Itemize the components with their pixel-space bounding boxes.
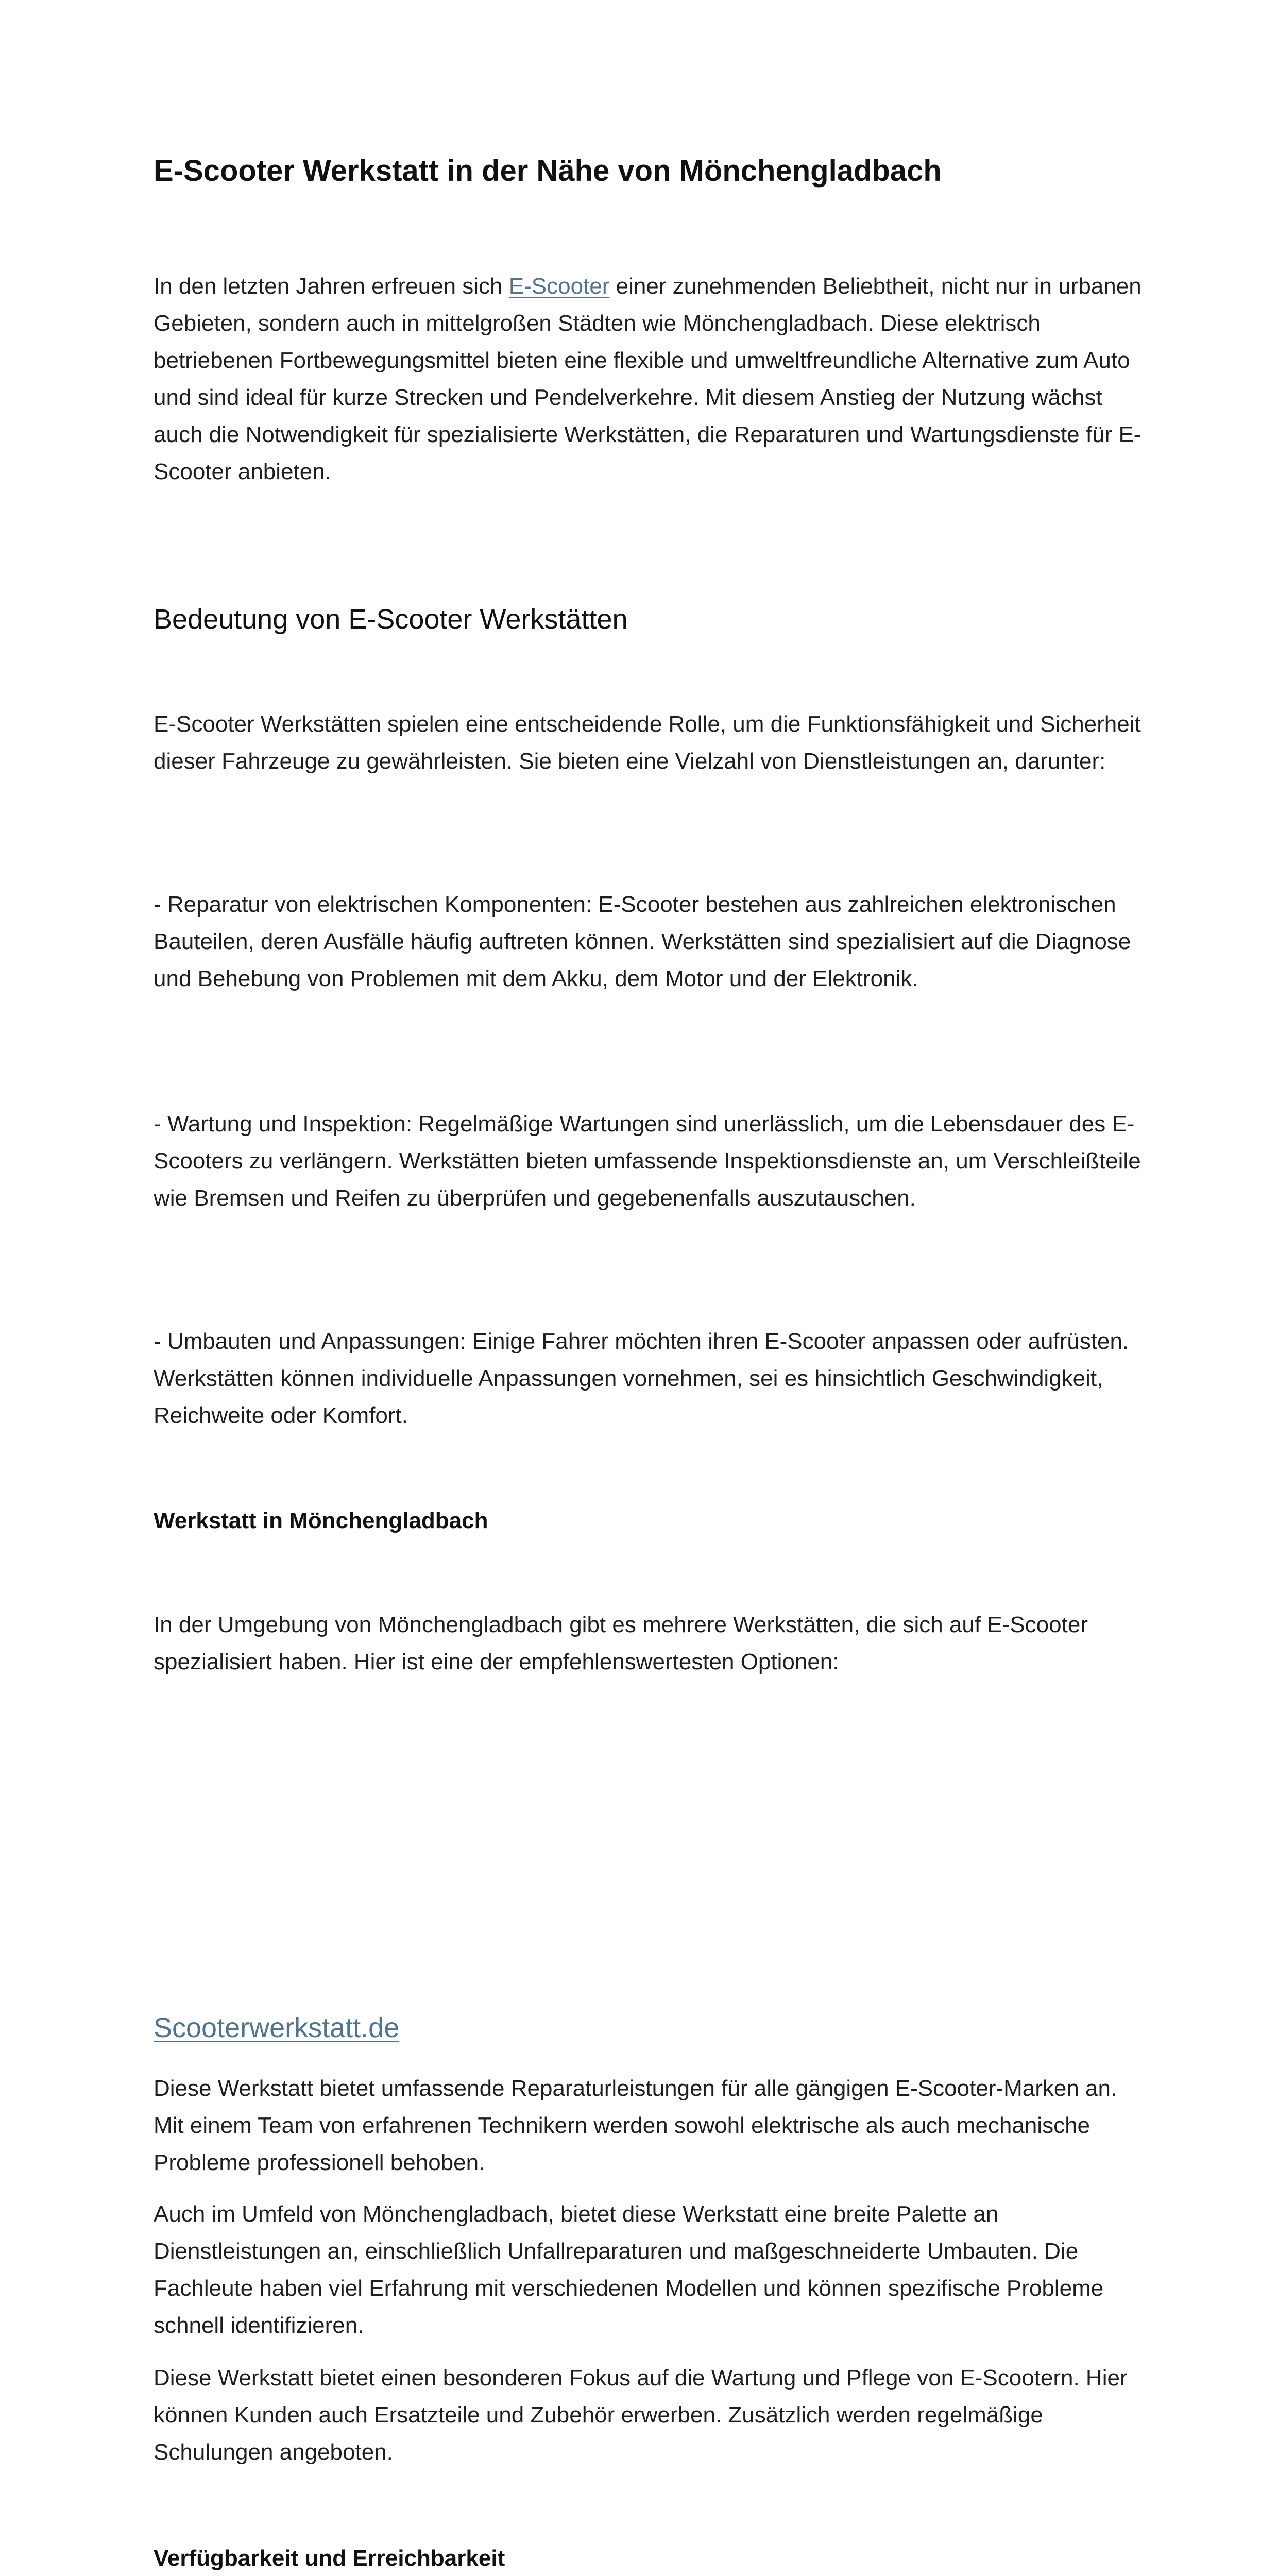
importance-heading: Bedeutung von E-Scooter Werkstätten: [154, 604, 628, 635]
workshop-description-2: Auch im Umfeld von Mönchengladbach, bietet diese Werkstatt eine breite Palette an Dienstleistungen an, einschließlich Unfallreparaturen und maßgeschneiderte Umbauten. Die Fachleute haben viel Erfahrung mit verschiedenen Modellen und können spezifische Probleme schnell identifizieren.: [154, 2201, 1104, 2338]
workshop-description-1: Diese Werkstatt bietet umfassende Reparaturleistungen für alle gängigen E-Scooter-Marken an. Mit einem Team von erfahrenen Technikern werden sowohl elektrische als auch mechanische Probleme professionell behoben.: [154, 2076, 1117, 2175]
list-item-maintenance: - Wartung und Inspektion: Regelmäßige Wartungen sind unerlässlich, um die Lebensdauer des E-Scooters zu verlängern. Werkstätten bieten umfassende Inspektionsdienste an, um Verschleißteile wie Bremsen und Reifen zu überprüfen und gegebenenfalls auszutauschen.: [154, 1111, 1141, 1211]
intro-text-after-link: einer zunehmenden Beliebtheit, nicht nur in urbanen Gebieten, sondern auch in mittelgroßen Städten wie Mönchengladbach. Diese elektrisch betriebenen Fortbewegungsmittel bieten eine flexible und umweltfreundliche Alternative zum Auto und sind ideal für kurze Strecken und Pendelverkehre. Mit diesem Anstieg der Nutzung wächst auch die Notwendigkeit für spezialisierte Werkstätten, die Reparaturen und Wartungsdienste für E-Scooter anbieten.: [154, 274, 1141, 484]
workshop-description-3: Diese Werkstatt bietet einen besonderen Fokus auf die Wartung und Pflege von E-Scootern. Hier können Kunden auch Ersatzteile und Zubehör erwerben. Zusätzlich werden regelmäßige Schulungen angeboten.: [154, 2365, 1128, 2465]
workshop-heading: Werkstatt in Mönchengladbach: [154, 1508, 488, 1533]
importance-paragraph: E-Scooter Werkstätten spielen eine entscheidende Rolle, um die Funktionsfähigkeit und Sicherheit dieser Fahrzeuge zu gewährleisten. Sie bieten eine Vielzahl von Dienstleistungen an, darunter:: [154, 711, 1141, 774]
workshop-paragraph: In der Umgebung von Mönchengladbach gibt es mehrere Werkstätten, die sich auf E-Scooter spezialisiert haben. Hier ist eine der empfehlenswertesten Optionen:: [154, 1612, 1088, 1674]
page-title: E-Scooter Werkstatt in der Nähe von Mönchengladbach: [154, 154, 942, 188]
e-scooter-link[interactable]: E-Scooter: [508, 274, 610, 299]
intro-paragraph: [154, 268, 1143, 490]
intro-text-before-link: In den letzten Jahren erfreuen sich: [154, 274, 509, 299]
list-item-customization: - Umbauten und Anpassungen: Einige Fahrer möchten ihren E-Scooter anpassen oder aufrüsten. Werkstätten können individuelle Anpassungen vornehmen, sei es hinsichtlich Geschwindigkeit, Reichweite oder Komfort.: [154, 1329, 1129, 1428]
scooterwerkstatt-link[interactable]: Scooterwerkstatt.de: [154, 2012, 400, 2043]
availability-heading: Verfügbarkeit und Erreichbarkeit: [154, 2546, 505, 2571]
list-item-electrical-repair: - Reparatur von elektrischen Komponenten: E-Scooter bestehen aus zahlreichen elektronischen Bauteilen, deren Ausfälle häufig auftreten können. Werkstätten sind spezialisiert auf die Diagnose und Behebung von Problemen mit dem Akku, dem Motor und der Elektronik.: [154, 892, 1131, 991]
